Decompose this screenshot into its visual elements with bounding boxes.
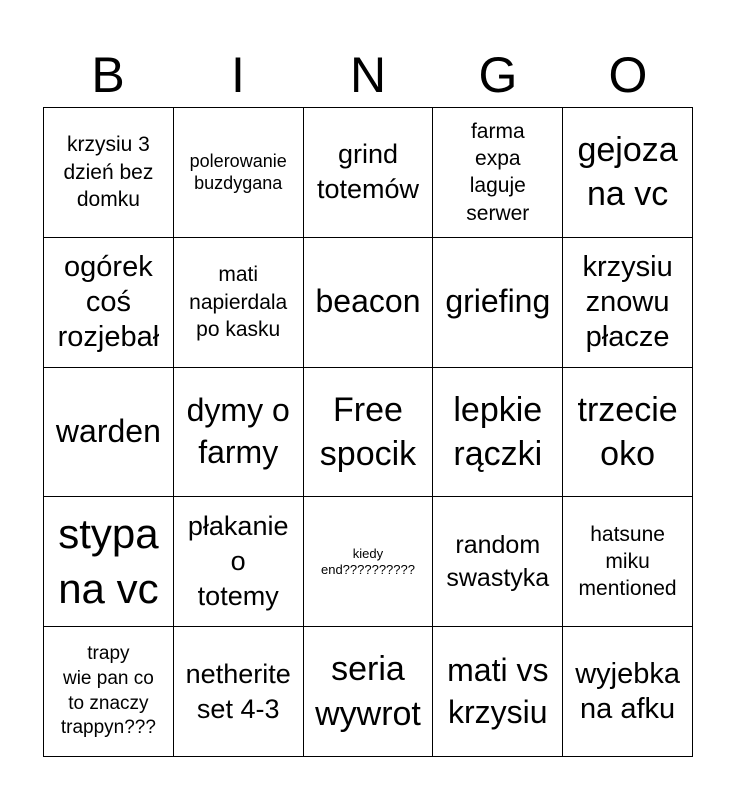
cell-text: płakanie o totemy [187,511,289,612]
header-letter-b: B [91,47,125,103]
cell-text: wyjebka na afku [575,657,680,725]
bingo-cell[interactable] [44,238,174,368]
cell-text: netherite set 4-3 [185,658,291,724]
bingo-cell[interactable] [174,108,304,238]
bingo-header [43,42,693,108]
cell-text: stypa na vc [58,510,159,612]
bingo-cell[interactable] [563,497,693,627]
header-letter-o: O [608,47,648,103]
cell-text: polerowanie buzdygana [189,150,287,194]
bingo-cell[interactable] [433,627,563,757]
bingo-cell[interactable] [304,368,434,498]
header-letter-i: I [231,47,245,103]
cell-text: krzysiu 3 dzień bez domku [63,133,154,212]
cell-text: hatsune miku mentioned [578,522,677,601]
cell-text: warden [55,413,161,450]
bingo-cell[interactable] [304,238,434,368]
cell-text: Free spocik [319,390,417,473]
cell-text: trzecie oko [577,390,678,473]
header-letter-g: G [478,47,518,103]
cell-text: dymy o farmy [186,392,290,470]
bingo-cell[interactable] [563,368,693,498]
bingo-cell[interactable] [174,368,304,498]
bingo-cell[interactable] [433,108,563,238]
bingo-cell[interactable] [563,108,693,238]
cell-text: grind totemów [316,139,420,205]
bingo-cell[interactable] [304,108,434,238]
bingo-cell[interactable] [44,108,174,238]
cell-text: seria wywrot [315,650,421,733]
cell-text: farma expa laguje serwer [466,119,530,225]
bingo-cell[interactable] [563,627,693,757]
header-letter-n: N [349,47,387,103]
bingo-cell[interactable] [174,627,304,757]
bingo-cell[interactable] [174,238,304,368]
bingo-grid [43,107,693,757]
bingo-cell[interactable] [44,497,174,627]
cell-text: beacon [315,283,421,320]
cell-text: lepkie rączki [453,390,543,473]
cell-text: kiedy end?????????? [320,546,415,577]
bingo-cell[interactable] [174,497,304,627]
bingo-cell[interactable] [433,238,563,368]
bingo-cell[interactable] [433,497,563,627]
cell-text: ogórek coś rozjebał [57,251,160,353]
bingo-cell[interactable] [44,368,174,498]
bingo-cell[interactable] [304,627,434,757]
bingo-cell[interactable] [433,368,563,498]
cell-text: krzysiu znowu płacze [582,251,673,353]
cell-text: gejoza na vc [577,131,678,214]
bingo-cell[interactable] [44,627,174,757]
bingo-cell[interactable] [304,497,434,627]
cell-text: random swastyka [446,531,550,592]
cell-text: mati napierdala po kasku [189,263,288,341]
cell-text: trapy wie pan co to znaczy trappyn??? [60,643,156,739]
cell-text: griefing [445,283,551,320]
cell-text: mati vs krzysiu [447,652,549,730]
bingo-cell[interactable] [563,238,693,368]
